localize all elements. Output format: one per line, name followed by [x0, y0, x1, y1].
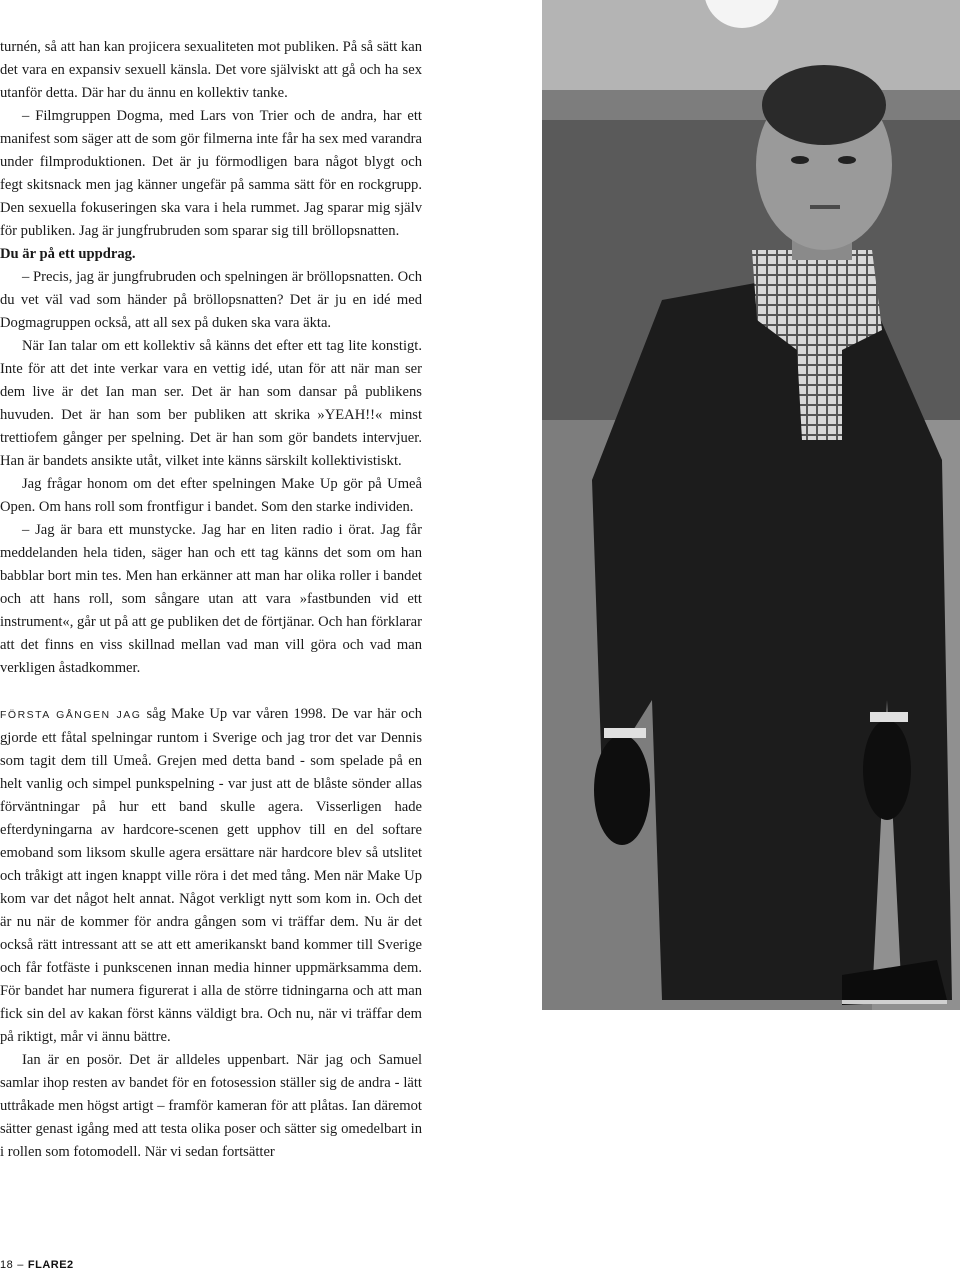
paragraph-2: – Filmgruppen Dogma, med Lars von Trier och de andra, har ett manifest som säger att de som gör filmerna inte får ha sex med varandra under filmproduktionen. Det är ju förmodligen bara något blygt och fegt skitsnack men jag känner ungefär på samma sätt för en rockgrupp. Den sexuella fokuseringen ska vara i hela rummet. Jag sparar mig själv för publiken. Jag är jungfrubruden som sparar sig till bröllopsnatten. [0, 108, 422, 239]
right-eye [838, 156, 856, 164]
section2-body: såg Make Up var våren 1998. De var här och gjorde ett fåtal spelningar runtom i Sverige och jag tror det var Dennis som tagit dem till Umeå. Grejen med detta band - som spelade på en helt vanlig och simpel punkspelning - var just att de blåste sönder allas förväntningar på hur ett band skulle agera. Visserligen hade efterdyningarna av hardcore-scenen gett upphov till en del softare emoband som liksom skulle agera ersättare när hardcore blev så utslitet och tråkigt att ingen knappt ville röra i det med tång. Men när Make Up kom var det något helt annat. Något verkligt nytt som kom in. Och det är nu när de kommer för andra gången som vi träffar dem. Nu är det också rätt intressant att se att ett amerikanskt band kommer till Sverige och får fotfäste i punkscenen innan media hinner uppmärksamma dem. För bandet har numera figurerat i alla de större tidningarna och att man fick sin del av kakan först känns väldigt bra. Och nu, när vi träffar dem på riktigt, mår vi ännu bättre. [0, 706, 422, 1045]
right-cuff [870, 712, 908, 722]
right-glove [863, 720, 911, 820]
page-number: 18 [0, 1259, 14, 1271]
hair [762, 65, 886, 145]
section2-lead: FÖRSTA GÅNGEN JAG [0, 709, 142, 721]
paragraph-4: När Ian talar om ett kollektiv så känns det efter ett tag lite konstigt. Inte för att det inte verkar vara en vettig idé, utan för att när man ser dem live är det Ian man ser. Det är han som dansar på publikens huvuden. Det är han som ber publiken att skrika »YEAH!!« minst trettiofem gånger per spelning. Det är han som gör bandets intervjuer. Han är bandets ansikte utåt, vilket inte känns särskilt kollektivistiskt. [0, 338, 422, 469]
left-cuff [604, 728, 646, 738]
paragraph-5: Jag frågar honom om det efter spelningen Make Up gör på Umeå Open. Om hans roll som frontfigur i bandet. Som den starke individen. [0, 476, 422, 515]
shoe-sole [842, 1000, 947, 1004]
section2-paragraph [0, 703, 422, 1049]
footer-separator: – [17, 1259, 24, 1271]
paragraph-1: turnén, så att han kan projicera sexualiteten mot publiken. På så sätt kan det vara en expansiv sexuell känsla. Det vore själviskt att gå och ha sex utanför detta. Där har du ännu en kollektiv tanke. [0, 39, 422, 101]
section2-last-paragraph: Ian är en posör. Det är alldeles uppenbart. När jag och Samuel samlar ihop resten av bandet för en fotosession ställer sig de andra - lätt uttråkade men högst artigt – framför kameran för att plåtas. Ian däremot sätter genast igång med att testa olika poser och sätter sig omedelbart in i rollen som fotomodell. När vi sedan fortsätter [0, 1052, 422, 1160]
portrait-illustration [542, 0, 960, 1010]
left-glove [594, 735, 650, 845]
magazine-name: FLARE2 [27, 1259, 74, 1271]
portrait-photo [542, 0, 960, 1010]
section-break [0, 680, 422, 703]
mouth [810, 205, 840, 209]
page-footer [0, 1259, 74, 1271]
interview-question: Du är på ett uppdrag. [0, 246, 136, 262]
left-eye [791, 156, 809, 164]
paragraph-3: – Precis, jag är jungfrubruden och spelningen är bröllopsnatten. Och du vet väl vad som händer på bröllopsnatten? Det är ju en idé med Dogmagruppen också, att all sex på duken ska vara äkta. [0, 269, 422, 331]
article-body [0, 36, 422, 1164]
paragraph-6: – Jag är bara ett munstycke. Jag har en liten radio i örat. Jag får meddelanden hela tiden, säger han och ett tag känns det som om han babblar bort min tes. Men han erkänner att man har olika roller i bandet och att hans roll, som sångare utan att vara »fastbunden vid ett instrument«, går ut på att ge publiken det de förtjänar. Och han förklarar att det finns en viss skillnad mellan vad man vill göra och vad man verkligen åstadkommer. [0, 522, 422, 676]
